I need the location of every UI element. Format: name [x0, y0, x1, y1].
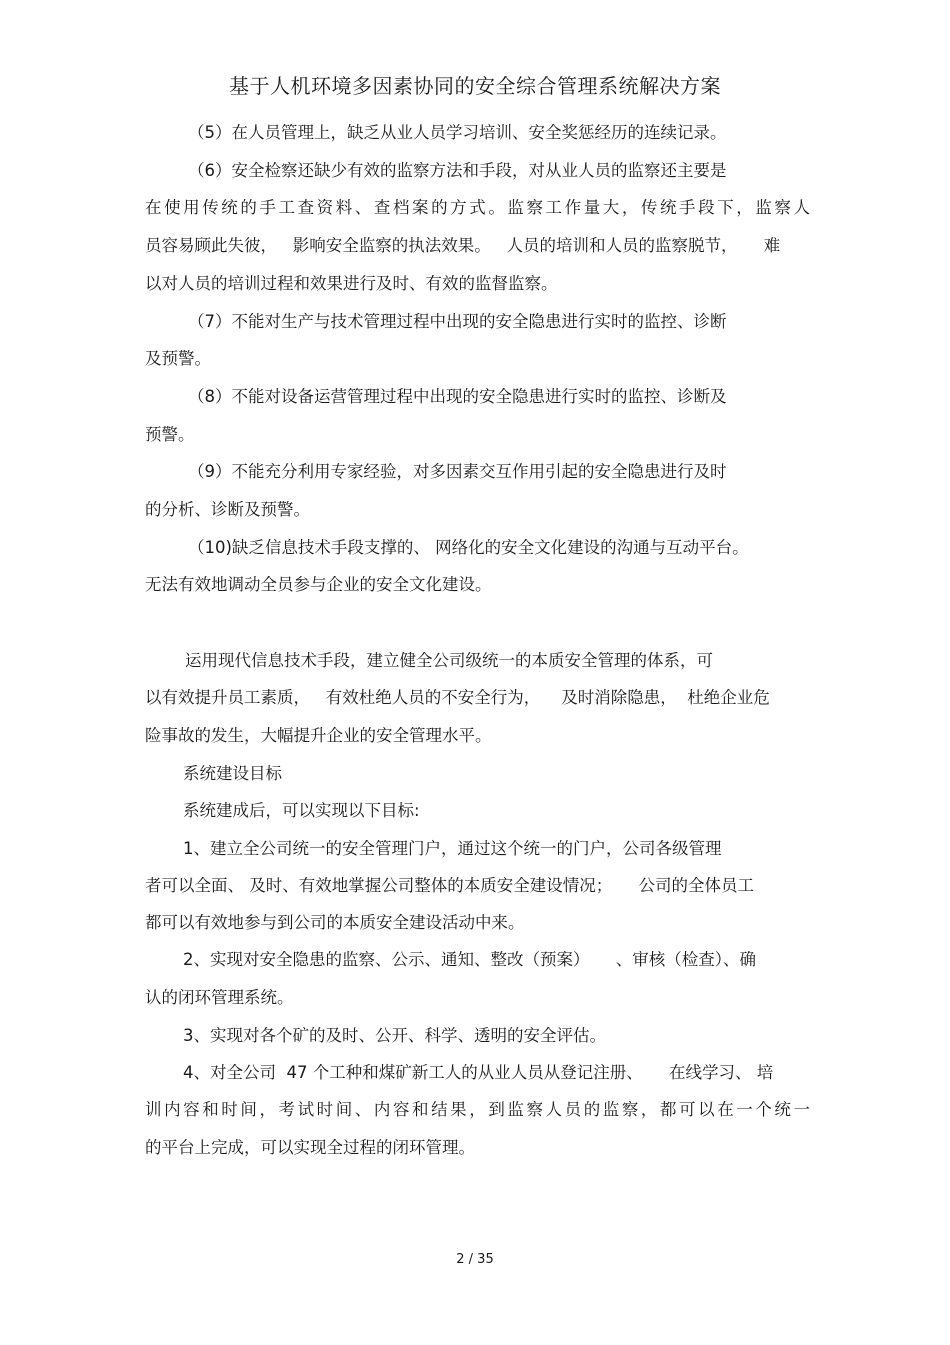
text-line: 险事故的发生，大幅提升企业的安全管理水平。 [145, 726, 492, 745]
page-title: 基于人机环境多因素协同的安全综合管理系统解决方案 [229, 74, 721, 98]
text-line: 认的闭环管理系统。 [145, 988, 294, 1007]
text-line: 训内容和时间，考试时间、内容和结果，到监察人员的监察，都可以在一个统一 [145, 1100, 810, 1119]
text-line: 的平台上完成，可以实现全过程的闭环管理。 [145, 1138, 475, 1157]
text-line: 2、实现对安全隐患的监察、公示、通知、整改（预案） 、审核（检查）、确 [183, 950, 756, 969]
text-line: 及预警。 [145, 349, 211, 368]
text-line: 在使用传统的手工查资料、查档案的方式。监察工作量大，传统手段下，监察人 [145, 198, 810, 217]
text-line: 者可以全面、 及时、有效地掌握公司整体的本质安全建设情况； 公司的全体员工 [145, 876, 754, 895]
text-line: 预警。 [145, 425, 195, 444]
text-line: 系统建成后，可以实现以下目标: [183, 801, 420, 820]
text-line: 员容易顾此失彼， 影响安全监察的执法效果。 人员的培训和人员的监察脱节， 难 [145, 236, 781, 255]
text-line: （7）不能对生产与技术管理过程中出现的安全隐患进行实时的监控、诊断 [188, 312, 727, 331]
text-line: 运用现代信息技术手段，建立健全公司级统一的本质安全管理的体系，可 [185, 651, 713, 670]
text-line: 以有效提升员工素质， 有效杜绝人员的不安全行为， 及时消除隐患， 杜绝企业危 [145, 688, 770, 707]
text-line: 以对人员的培训过程和效果进行及时、有效的监督监察。 [145, 274, 558, 293]
text-line: 3、实现对各个矿的及时、公开、科学、透明的安全评估。 [183, 1026, 606, 1045]
text-line: （6）安全检察还缺少有效的监察方法和手段，对从业人员的监察还主要是 [188, 161, 727, 180]
text-line: 1、建立全公司统一的安全管理门户，通过这个统一的门户，公司各级管理 [183, 839, 722, 858]
text-line: 的分析、诊断及预警。 [145, 500, 310, 519]
text-line: （5）在人员管理上，缺乏从业人员学习培训、安全奖惩经历的连续记录。 [188, 123, 727, 142]
text-line: 都可以有效地参与到公司的本质安全建设活动中来。 [145, 913, 525, 932]
text-line: （10)缺乏信息技术手段支撑的、 网络化的安全文化建设的沟通与互动平台。 [188, 538, 749, 557]
section-heading: 系统建设目标 [183, 764, 282, 783]
text-line: （9）不能充分利用专家经验，对多因素交互作用引起的安全隐患进行及时 [188, 462, 727, 481]
text-line: （8）不能对设备运营管理过程中出现的安全隐患进行实时的监控、诊断及 [188, 387, 727, 406]
page-number: 2 / 35 [456, 1252, 494, 1267]
text-line: 无法有效地调动全员参与企业的安全文化建设。 [145, 575, 492, 594]
text-line: 4、对全公司 47 个工种和煤矿新工人的从业人员从登记注册、 在线学习、 培 [183, 1063, 774, 1082]
